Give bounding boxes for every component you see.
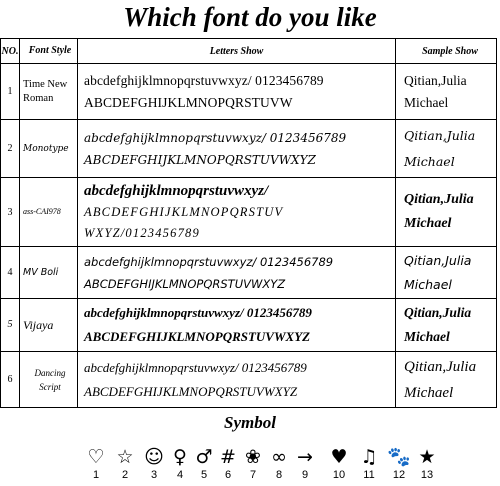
font-style-name: MV Boli [20,247,78,299]
symbol-item[interactable] [386,446,412,482]
font-style-name: Dancing Script [20,352,78,408]
letters-show-cell [78,247,396,299]
symbol-number: 2 [121,469,129,481]
letters-line: abcdefghijklmnopqrstuvwxyz/ [84,182,269,199]
letters-line: abcdefghijklmnopqrstuvwxyz/ 0123456789 [84,305,312,320]
heart-solid-icon: ♥ [330,446,348,468]
symbol-number: 11 [363,469,375,481]
sample-line: Qitian,Julia [404,72,467,88]
symbol-item[interactable] [215,446,241,482]
symbol-item[interactable] [191,446,217,482]
symbol-number: 13 [420,469,434,481]
sample-line: Qitian,Julia [404,358,477,375]
symbol-item[interactable] [292,446,318,482]
symbol-number: 3 [150,469,158,481]
smiley-icon: ☺ [144,446,164,468]
music-notes-icon: ♫ [360,446,378,468]
font-style-name: Vijaya [20,299,78,352]
sample-line: Michael [404,94,449,110]
page-title: Which font do you like [123,2,377,32]
symbol-number: 9 [301,469,309,481]
letters-line: ABCDEFGHIJKLMNOPQRSTUV [84,204,284,219]
row-number: 5 [1,299,20,352]
symbol-item[interactable] [240,446,266,482]
sample-line: Qitian,Julia [404,305,472,320]
font-style-name: Time New Roman [20,64,78,120]
sample-show-cell [396,178,497,247]
font-table [0,38,497,408]
table-header-row [1,39,497,64]
font-style-name: ass-CAI978 [20,178,78,247]
table-row[interactable] [1,247,497,299]
symbol-number: 8 [275,469,283,481]
row-number: 4 [1,247,20,299]
letters-show-cell [78,178,396,247]
symbol-item[interactable] [266,446,292,482]
row-number: 1 [1,64,20,120]
letters-show-cell [78,352,396,408]
infinity-icon: ∞ [271,446,287,468]
sample-line: Qitian,Julia [404,192,474,207]
letters-line: abcdefghijklmnopqrstuvwxyz/ 0123456789 [84,130,347,145]
sample-show-cell [396,352,497,408]
letters-line: WXYZ/0123456789 [84,225,200,240]
symbol-number: 4 [176,469,184,481]
letters-line: ABCDEFGHIJKLMNOPQRSTUVWXYZ [84,276,286,291]
letters-show-cell [78,64,396,120]
letters-line: ABCDEFGHIJKLMNOPQRSTUVW [84,94,293,110]
table-row[interactable] [1,352,497,408]
sample-show-cell [396,64,497,120]
sample-show-cell [396,247,497,299]
symbol-item[interactable] [83,446,109,482]
row-number: 3 [1,178,20,247]
sample-line: Michael [404,276,452,292]
header-font-style: Font Style [20,39,78,64]
sample-line: Qitian,Julia [404,127,476,143]
sample-line: Michael [404,384,454,401]
row-number: 6 [1,352,20,408]
flower-icon: ❀ [245,446,261,468]
symbol-item[interactable] [112,446,138,482]
sample-line: Michael [404,329,450,344]
letters-line: abcdefghijklmnopqrstuvwxyz/ 0123456789 [84,254,334,269]
symbol-number: 6 [224,469,232,481]
symbol-item[interactable] [414,446,440,482]
symbol-title: Symbol [224,413,276,432]
symbol-number: 5 [200,469,208,481]
hash-icon: # [220,446,236,468]
sample-line: Michael [404,216,452,231]
symbol-number: 10 [332,469,346,481]
arrow-right-icon: → [297,446,313,468]
letters-line: abcdefghijklmnopqrstuvwxyz/ 0123456789 [84,359,307,375]
letters-line: ABCDEFGHIJKLMNOPQRSTUVWXYZ [84,329,311,344]
row-number: 2 [1,120,20,178]
letters-line: ABCDEFGHIJKLMNOPQRSTUVWXYZ [84,383,298,399]
female-icon: ♀ [173,446,187,468]
paw-icon: 🐾 [387,446,411,468]
sample-show-cell [396,120,497,178]
font-style-name: Monotype [20,120,78,178]
sample-line: Michael [404,153,455,169]
letters-line: ABCDEFGHIJKLMNOPQRSTUVWXYZ [84,152,316,167]
symbol-number: 1 [92,469,100,481]
heart-outline-icon: ♡ [87,446,105,468]
symbol-item[interactable] [141,446,167,482]
male-icon: ♂ [195,446,213,468]
table-row[interactable] [1,64,497,120]
symbol-number: 12 [392,469,406,481]
table-row[interactable] [1,299,497,352]
table-row[interactable] [1,178,497,247]
header-no: NO. [1,39,20,64]
header-letters-show: Letters Show [78,39,396,64]
symbol-number: 7 [249,469,257,481]
sample-show-cell [396,299,497,352]
letters-show-cell [78,299,396,352]
header-sample-show: Sample Show [396,39,497,64]
symbol-item[interactable] [356,446,382,482]
letters-line: abcdefghijklmnopqrstuvwxyz/ 0123456789 [84,72,324,88]
table-row[interactable] [1,120,497,178]
star-outline-icon: ☆ [116,446,134,468]
symbol-item[interactable] [326,446,352,482]
symbol-item[interactable] [167,446,193,482]
star-solid-icon: ★ [418,446,436,468]
letters-show-cell [78,120,396,178]
sample-line: Qitian,Julia [404,252,472,268]
